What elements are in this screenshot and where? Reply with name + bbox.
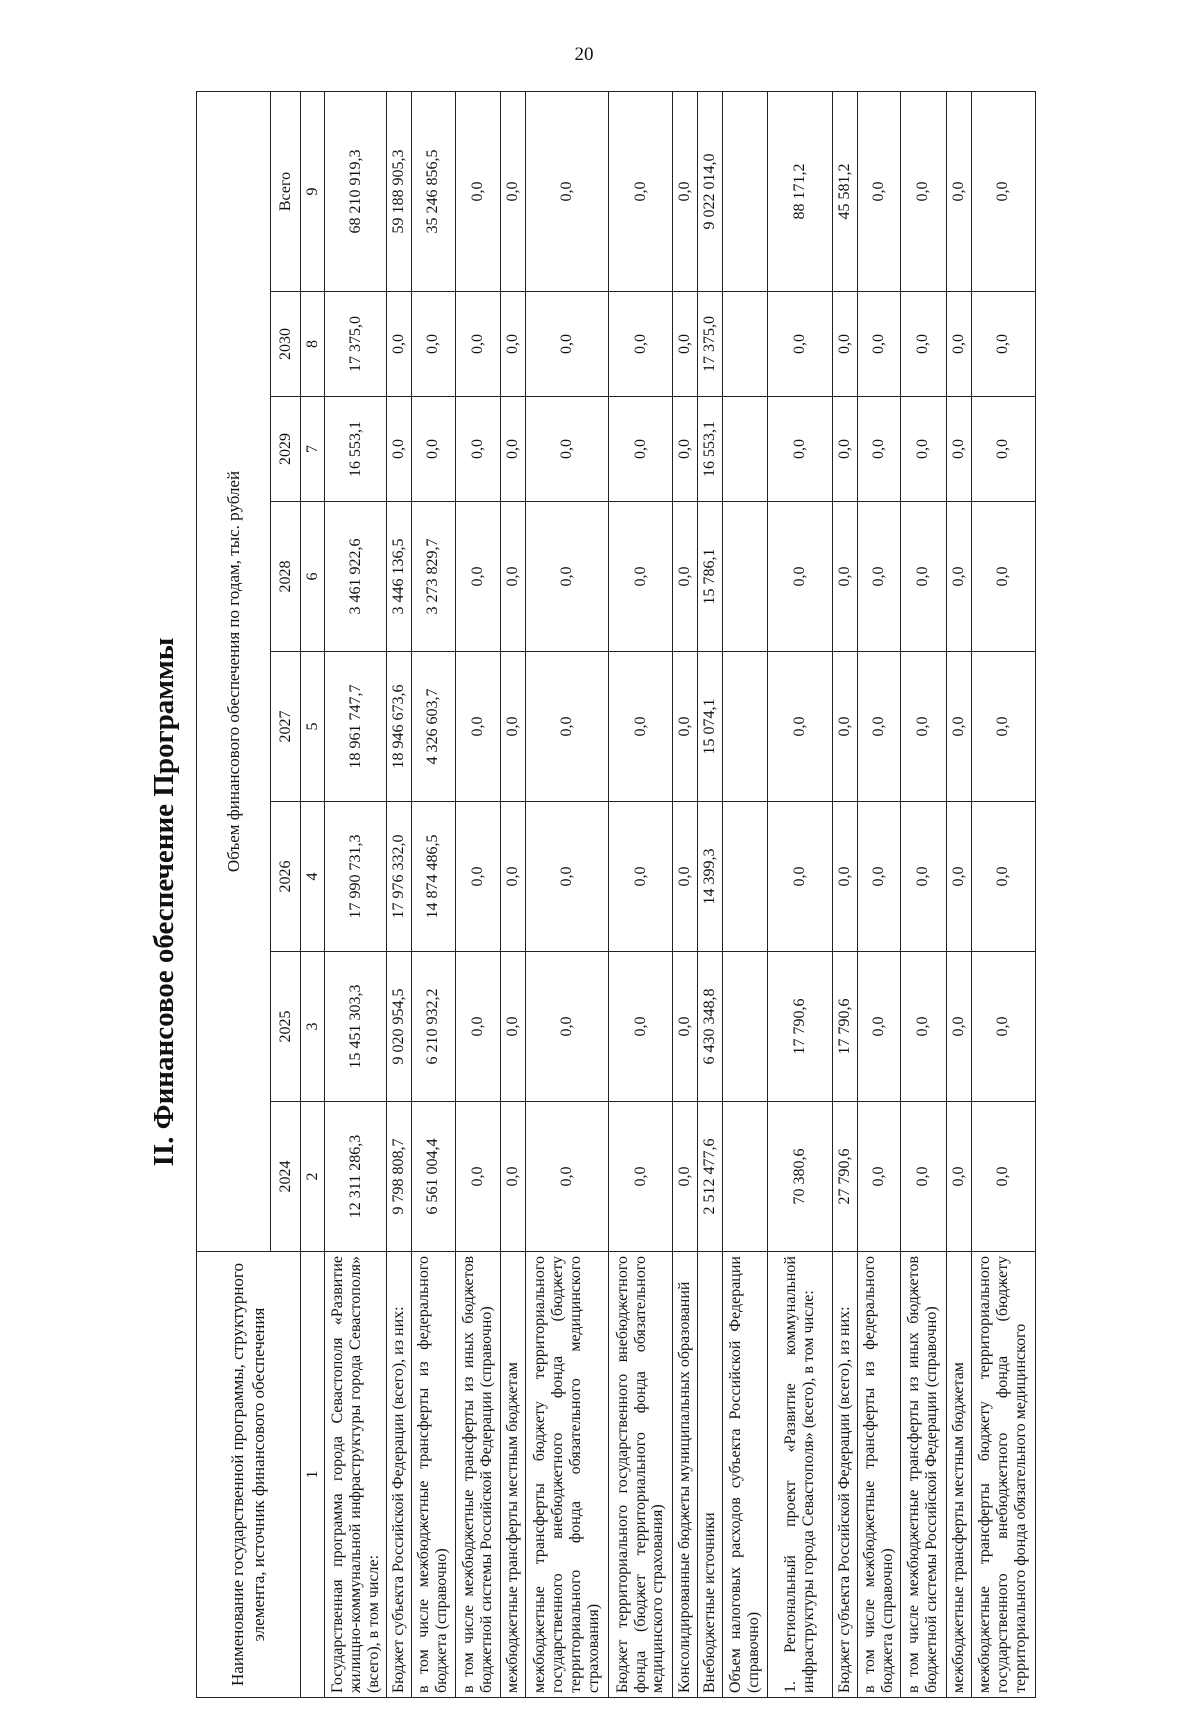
year-header: 2028 [271,502,301,652]
row-label: в том числе межбюджетные трансферты из федерального бюджета (справочно) [412,1252,456,1698]
value-cell: 0,0 [526,397,609,502]
value-cell: 0,0 [526,292,609,397]
value-cell: 0,0 [971,292,1035,397]
value-cell: 17 375,0 [698,292,723,397]
value-cell: 0,0 [455,502,501,652]
table-row [412,91,456,1697]
value-cell: 0,0 [832,802,857,952]
value-cell: 0,0 [526,802,609,952]
value-cell: 0,0 [857,502,901,652]
row-label: в том числе межбюджетные трансферты из иных бюджетов бюджетной системы Российской Федерации (справочно) [901,1252,947,1698]
table-row [971,91,1035,1697]
value-cell: 0,0 [857,91,901,291]
value-cell: 0,0 [501,802,526,952]
year-header: 2027 [271,652,301,802]
value-cell: 0,0 [901,502,947,652]
value-cell: 0,0 [971,502,1035,652]
value-cell: 0,0 [971,1102,1035,1252]
value-cell: 15 451 303,3 [325,952,387,1102]
value-cell [722,502,768,652]
value-cell: 0,0 [608,502,672,652]
value-cell: 0,0 [608,1102,672,1252]
value-cell: 9 020 954,5 [387,952,412,1102]
table-row [857,91,901,1697]
value-cell: 15 074,1 [698,652,723,802]
value-cell: 0,0 [501,1102,526,1252]
header-volume-cell: Объем финансового обеспечения по годам, тыс. рублей [197,91,271,1251]
value-cell: 16 553,1 [325,397,387,502]
value-cell: 0,0 [901,802,947,952]
row-label: межбюджетные трансферты бюджету территориального государственного внебюджетного фонда (бюджету территориального фонда обязательного медицинского [971,1252,1035,1698]
value-cell: 16 553,1 [698,397,723,502]
value-cell: 17 790,6 [832,952,857,1102]
year-header: 2024 [271,1102,301,1252]
value-cell: 0,0 [946,292,971,397]
value-cell: 59 188 905,3 [387,91,412,291]
value-cell: 17 375,0 [325,292,387,397]
value-cell: 0,0 [455,292,501,397]
value-cell: 18 946 673,6 [387,652,412,802]
value-cell: 0,0 [608,802,672,952]
value-cell: 9 798 808,7 [387,1102,412,1252]
value-cell: 0,0 [455,91,501,291]
value-cell: 4 326 603,7 [412,652,456,802]
column-number: 2 [301,1102,325,1252]
value-cell: 0,0 [832,652,857,802]
table-row [832,91,857,1697]
value-cell: 0,0 [971,91,1035,291]
table-row [501,91,526,1697]
value-cell: 0,0 [412,292,456,397]
value-cell: 0,0 [526,502,609,652]
column-number: 1 [301,1252,325,1698]
value-cell: 0,0 [608,652,672,802]
table-row [722,91,768,1697]
column-number: 5 [301,652,325,802]
value-cell: 0,0 [946,1102,971,1252]
value-cell: 0,0 [857,292,901,397]
column-number: 4 [301,802,325,952]
value-cell: 0,0 [946,91,971,291]
value-cell: 0,0 [526,91,609,291]
section-title: II. Финансовое обеспечение Программы [148,637,180,1167]
table-row [768,91,832,1697]
value-cell: 0,0 [673,802,698,952]
table-row [698,91,723,1697]
row-label: Внебюджетные источники [698,1252,723,1698]
financing-table [196,91,1036,1698]
value-cell: 0,0 [455,802,501,952]
value-cell: 0,0 [901,397,947,502]
value-cell [722,802,768,952]
value-cell: 0,0 [673,502,698,652]
value-cell: 3 273 829,7 [412,502,456,652]
column-number: 6 [301,502,325,652]
value-cell: 6 210 932,2 [412,952,456,1102]
value-cell: 0,0 [971,652,1035,802]
value-cell: 0,0 [526,952,609,1102]
value-cell: 0,0 [673,1102,698,1252]
value-cell: 0,0 [857,1102,901,1252]
row-label: в том числе межбюджетные трансферты из иных бюджетов бюджетной системы Российской Федерации (справочно) [455,1252,501,1698]
table-row [673,91,698,1697]
table-row [901,91,947,1697]
value-cell: 0,0 [501,952,526,1102]
row-label: 1. Региональный проект «Развитие коммунальной инфраструктуры города Севастополя» (всего), в том числе: [768,1252,832,1698]
value-cell [722,397,768,502]
row-label: Бюджет территориального государственного внебюджетного фонда (бюджет территориального фонда обязательного медицинского страхования) [608,1252,672,1698]
value-cell: 14 399,3 [698,802,723,952]
value-cell: 14 874 486,5 [412,802,456,952]
value-cell: 0,0 [946,652,971,802]
value-cell: 0,0 [387,292,412,397]
value-cell: 0,0 [946,502,971,652]
value-cell: 0,0 [455,652,501,802]
value-cell: 0,0 [857,652,901,802]
year-header: 2030 [271,292,301,397]
value-cell: 0,0 [768,652,832,802]
value-cell: 12 311 286,3 [325,1102,387,1252]
value-cell [722,652,768,802]
value-cell: 0,0 [673,952,698,1102]
value-cell: 0,0 [673,652,698,802]
table-row [387,91,412,1697]
value-cell: 0,0 [387,397,412,502]
table-row [325,91,387,1697]
value-cell: 0,0 [946,802,971,952]
value-cell [722,292,768,397]
row-label: Объем налоговых расходов субъекта Российской Федерации (справочно) [722,1252,768,1698]
value-cell: 0,0 [857,952,901,1102]
value-cell: 68 210 919,3 [325,91,387,291]
value-cell: 0,0 [412,397,456,502]
row-label: межбюджетные трансферты местным бюджетам [946,1252,971,1698]
row-label: межбюджетные трансферты местным бюджетам [501,1252,526,1698]
value-cell: 0,0 [455,397,501,502]
year-header: 2025 [271,952,301,1102]
header-row-top [197,91,271,1697]
header-name-cell: Наименование государственной программы, структурного элемента, источник финансового обеспечения [197,1252,301,1698]
column-number: 9 [301,91,325,291]
value-cell: 0,0 [832,292,857,397]
value-cell: 0,0 [673,397,698,502]
value-cell: 0,0 [501,397,526,502]
value-cell: 0,0 [608,292,672,397]
value-cell: 18 961 747,7 [325,652,387,802]
rotated-page-content [136,92,1056,1712]
value-cell: 0,0 [768,292,832,397]
value-cell: 0,0 [768,802,832,952]
value-cell: 0,0 [832,397,857,502]
value-cell: 0,0 [501,91,526,291]
value-cell: 45 581,2 [832,91,857,291]
value-cell: 0,0 [455,1102,501,1252]
value-cell: 0,0 [946,397,971,502]
value-cell: 6 430 348,8 [698,952,723,1102]
row-label: Консолидированные бюджеты муниципальных образований [673,1252,698,1698]
value-cell: 27 790,6 [832,1102,857,1252]
value-cell: 17 790,6 [768,952,832,1102]
value-cell: 15 786,1 [698,502,723,652]
value-cell: 0,0 [971,802,1035,952]
value-cell: 0,0 [901,652,947,802]
row-label: Государственная программа города Севастополя «Развитие жилищно-коммунальной инфраструктуры города Севастополя» (всего), в том числе: [325,1252,387,1698]
column-number-row [301,91,325,1697]
value-cell: 0,0 [501,502,526,652]
row-label: в том числе межбюджетные трансферты из федерального бюджета (справочно) [857,1252,901,1698]
value-cell: 0,0 [673,91,698,291]
value-cell: 17 976 332,0 [387,802,412,952]
value-cell: 0,0 [501,652,526,802]
value-cell: 0,0 [768,502,832,652]
value-cell: 0,0 [857,397,901,502]
value-cell: 0,0 [501,292,526,397]
page-number: 20 [574,44,594,65]
value-cell: 3 461 922,6 [325,502,387,652]
total-header: Всего [271,91,301,291]
value-cell: 88 171,2 [768,91,832,291]
column-number: 8 [301,292,325,397]
table-row [946,91,971,1697]
row-label: Бюджет субъекта Российской Федерации (всего), из них: [387,1252,412,1698]
year-header: 2026 [271,802,301,952]
column-number: 3 [301,952,325,1102]
value-cell: 35 246 856,5 [412,91,456,291]
value-cell: 0,0 [608,397,672,502]
value-cell: 70 380,6 [768,1102,832,1252]
value-cell: 0,0 [971,952,1035,1102]
value-cell: 6 561 004,4 [412,1102,456,1252]
value-cell: 0,0 [673,292,698,397]
value-cell [722,1102,768,1252]
value-cell: 0,0 [455,952,501,1102]
value-cell [722,952,768,1102]
table-row [455,91,501,1697]
value-cell: 0,0 [608,952,672,1102]
value-cell: 0,0 [971,397,1035,502]
value-cell: 0,0 [832,502,857,652]
row-label: межбюджетные трансферты бюджету территориального государственного внебюджетного фонда (бюджету территориального фонда обязательного медицинского страхования) [526,1252,609,1698]
value-cell: 17 990 731,3 [325,802,387,952]
value-cell: 0,0 [901,1102,947,1252]
value-cell: 0,0 [946,952,971,1102]
row-label: Бюджет субъекта Российской Федерации (всего), из них: [832,1252,857,1698]
column-number: 7 [301,397,325,502]
value-cell: 0,0 [901,91,947,291]
value-cell: 0,0 [901,292,947,397]
value-cell [722,91,768,291]
value-cell: 0,0 [857,802,901,952]
table-row [608,91,672,1697]
value-cell: 0,0 [608,91,672,291]
value-cell: 2 512 477,6 [698,1102,723,1252]
value-cell: 0,0 [526,1102,609,1252]
value-cell: 3 446 136,5 [387,502,412,652]
value-cell: 0,0 [901,952,947,1102]
value-cell: 0,0 [526,652,609,802]
year-header: 2029 [271,397,301,502]
value-cell: 0,0 [768,397,832,502]
table-row [526,91,609,1697]
value-cell: 9 022 014,0 [698,91,723,291]
